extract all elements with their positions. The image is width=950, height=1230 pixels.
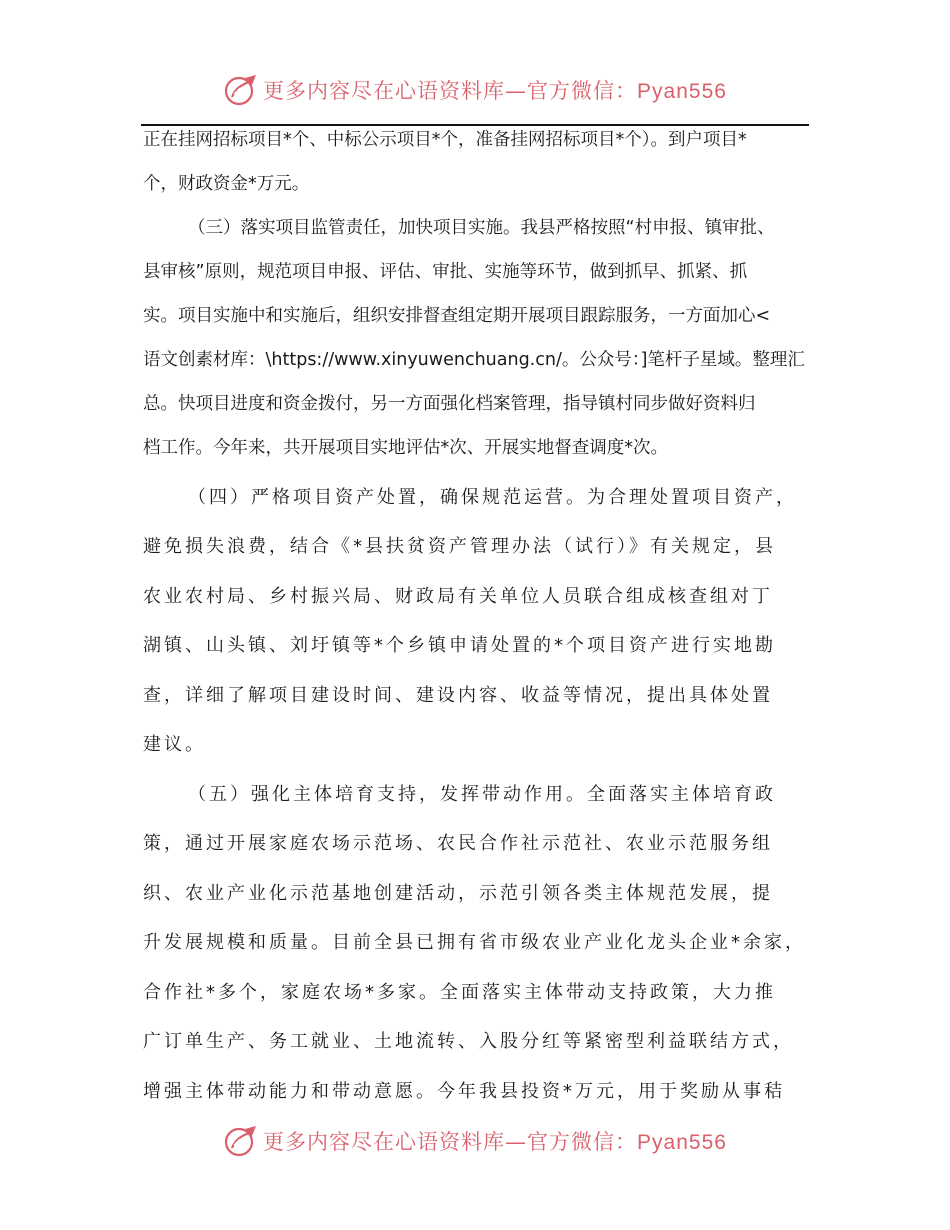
footer-banner-text [263,1126,727,1156]
body-line: 实。项目实施中和实施后，组织安排督查组定期开展项目跟踪服务，一方面加心< [143,306,771,326]
body-line: 语文创素材库：\https://www.xinyuwenchuang.cn/。公众号：]笔杆子星域。整理汇 [143,350,805,370]
body-line: 农业农村局、乡村振兴局、财政局有关单位人员联合组成核查组对丁 [143,586,773,607]
body-line: 广订单生产、务工就业、土地流转、入股分红等紧密型利益联结方式， [143,1031,794,1052]
body-line: （四）严格项目资产处置，确保规范运营。为合理处置项目资产， [188,487,797,508]
body-line: 正在挂网招标项目*个、中标公示项目*个，准备挂网招标项目*个）。到户项目* [143,130,747,150]
footer-banner-label: 更多内容尽在心语资料库—官方微信： [263,1130,638,1154]
footer-wechat-id: Pyan556 [637,1131,727,1154]
body-line: 策，通过开展家庭农场示范场、农民合作社示范社、农业示范服务组 [143,833,773,854]
body-line: 个，财政资金*万元。 [143,174,310,194]
header-banner-text [263,75,727,105]
body-line: 档工作。今年来，共开展项目实地评估*次、开展实地督查调度*次。 [143,438,668,458]
body-line: 总。快项目进度和资金拨付，另一方面强化档案管理，指导镇村同步做好资料归 [143,394,756,414]
body-line: 查，详细了解项目建设时间、建设内容、收益等情况，提出具体处置 [143,685,773,706]
pen-logo-icon [223,72,259,108]
body-line: 织、农业产业化示范基地创建活动，示范引领各类主体规范发展，提 [143,883,773,904]
header-wechat-id: Pyan556 [637,80,727,103]
body-line: （五）强化主体培育支持，发挥带动作用。全面落实主体培育政 [188,784,776,805]
pen-logo-icon [223,1123,259,1159]
footer-banner [0,1121,950,1161]
header-divider [141,124,809,126]
header-banner [0,70,950,110]
body-line: 合作社*多个，家庭农场*多家。全面落实主体带动支持政策，大力推 [143,982,776,1003]
body-line: 湖镇、山头镇、刘圩镇等*个乡镇申请处置的*个项目资产进行实地勘 [143,635,776,656]
header-banner-label: 更多内容尽在心语资料库—官方微信： [263,79,638,103]
body-line: 增强主体带动能力和带动意愿。今年我县投资*万元，用于奖励从事秸 [143,1081,785,1102]
body-line: 建议。 [143,734,206,755]
body-line: （三）落实项目监管责任，加快项目实施。我县严格按照“村申报、镇审批、 [188,218,775,238]
body-line: 升发展规模和质量。目前全县已拥有省市级农业产业化龙头企业*余家， [143,932,806,953]
body-line: 县审核”原则，规范项目申报、评估、审批、实施等环节，做到抓早、抓紧、抓 [143,262,748,282]
body-line: 避免损失浪费，结合《*县扶贫资产管理办法（试行）》有关规定，县 [143,536,776,557]
